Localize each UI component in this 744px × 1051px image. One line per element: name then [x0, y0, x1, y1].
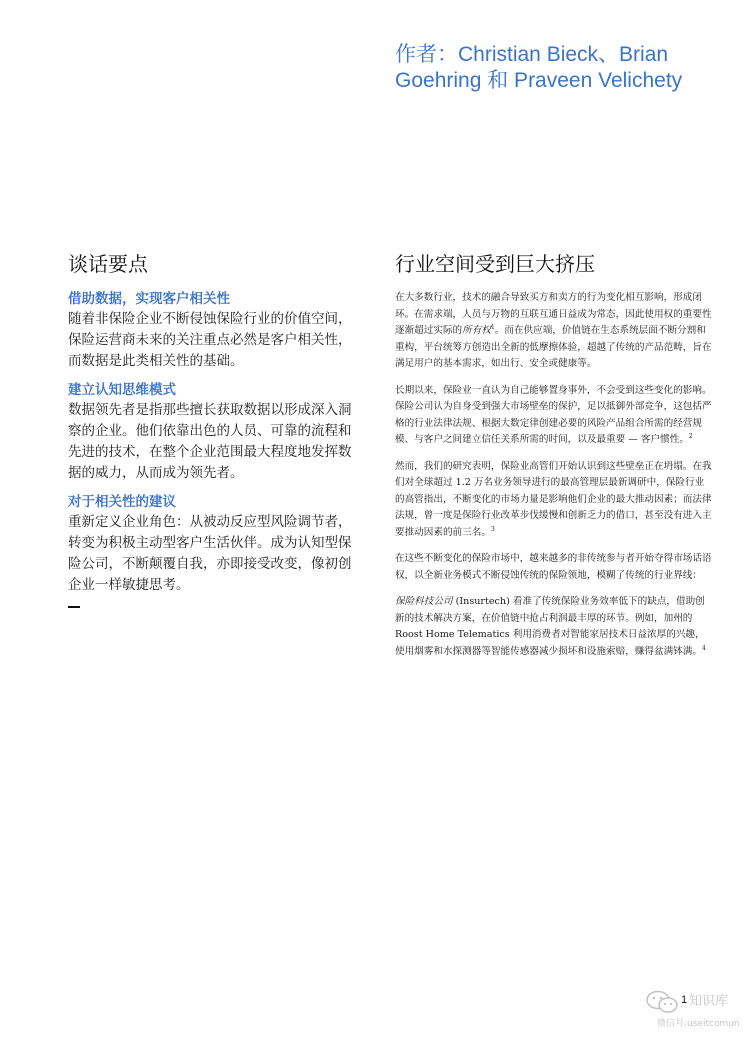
article-paragraph — [395, 594, 713, 660]
watermark-subtitle: 微信号:useitcomun — [657, 1019, 740, 1029]
talking-point — [68, 290, 356, 372]
footnote-ref[interactable]: 2 — [688, 432, 693, 440]
article-column — [395, 250, 713, 670]
italic-term: 保险科技公司 — [395, 596, 453, 607]
talking-point-body: 随着非保险企业不断侵蚀保险行业的价值空间，保险运营商未来的关注重点必然是客户相关性，而数据是此类相关性的基础。 — [68, 311, 352, 369]
author-byline: 作者：Christian Bieck、Brian Goehring 和 Praveen Velichety — [395, 43, 683, 92]
talking-point — [68, 381, 356, 484]
article-paragraph — [395, 383, 713, 449]
italic-term: 所有权 — [462, 325, 491, 336]
footnote-ref[interactable]: 3 — [490, 525, 495, 533]
wechat-logo-icon — [645, 990, 681, 1018]
footnote-ref[interactable]: 4 — [702, 644, 706, 652]
talking-points-heading: 谈话要点 — [68, 252, 148, 276]
talking-point-title: 对于相关性的建议 — [68, 494, 176, 510]
talking-point-body: 数据领先者是指那些擅长获取数据以形成深入洞察的企业。他们依靠出色的人员、可靠的流程和先进的技术，在整个企业范围最大程度地发挥数据的威力，从而成为领先者。 — [68, 402, 352, 481]
article-heading: 行业空间受到巨大挤压 — [395, 252, 595, 276]
paragraph-text: 然而，我们的研究表明，保险业高管们开始认识到这些壁垒正在坍塌。在我们对全球超过 1.2 万名业务领导进行的最高管理层最新调研中，保险行业的高管指出，不断变化的市场力量是影响他们企业的最大推动因素；而法律法规，曾一度是保险行业改革步伐缓慢和创新乏力的借口，甚至没有进入主要推动因素的前三名。 — [395, 460, 712, 538]
paragraph-text: 。而在供应端，价值链在生态系统层面不断分割和重构，平台统筹方创造出全新的低摩擦体验，超越了传统的产品范畴，旨在满足用户的基本需求，如出行、安全或健康等。 — [395, 325, 712, 369]
section-end-dash — [68, 606, 80, 608]
talking-point-title: 建立认知思维模式 — [68, 382, 176, 398]
article-paragraph — [395, 290, 713, 373]
footnote-ref[interactable]: 1 — [490, 323, 495, 331]
article-paragraph — [395, 459, 713, 542]
watermark — [645, 986, 741, 1036]
talking-point-body: 重新定义企业角色：从被动反应型风险调节者，转变为积极主动型客户生活伙伴。成为认知型保险公司，不断颠覆自我，亦即接受改变，像初创企业一样敏捷思考。 — [68, 514, 352, 593]
watermark-title: 知识库 — [689, 994, 729, 1009]
talking-points-column — [68, 250, 356, 608]
talking-point — [68, 493, 356, 596]
paragraph-text: 在这些不断变化的保险市场中，越来越多的非传统参与者开始夺得市场话语权，以全新业务模式不断侵蚀传统的保险领地，模糊了传统的行业界线： — [395, 553, 712, 581]
talking-point-title: 借助数据，实现客户相关性 — [68, 291, 230, 307]
paragraph-text: 在大多数行业，技术的融合导致买方和卖方的行为变化相互影响，形成闭环。在需求端，人员与万物的互联互通日益成为常态，因此使用权的重要性逐渐超过实际的 — [395, 292, 712, 336]
paragraph-text: 长期以来，保险业一直认为自己能够置身事外，不会受到这些变化的影响。保险公司认为自身受到强大市场壁垒的保护，足以抵御外部竞争，这包括严格的行业法律法规、根据大数定律创建必要的风险产品组合所需的经营规模、与客户之间建立信任关系所需的时间，以及最重要 — 客户惯性。 — [395, 384, 712, 445]
article-paragraph — [395, 551, 713, 584]
page-number: 1 — [681, 994, 688, 1006]
paragraph-text: (Insurtech) 看准了传统保险业务效率低下的缺点，借助创新的技术解决方案，在价值链中抢占利润最丰厚的环节。例如，加州的 Roost Home Telematics 利用消费者对智能家居技术日益浓厚的兴趣，使用烟雾和水探测器等智能传感器减少损坏和设施索赔，赚得盆满钵满。 — [395, 596, 705, 657]
